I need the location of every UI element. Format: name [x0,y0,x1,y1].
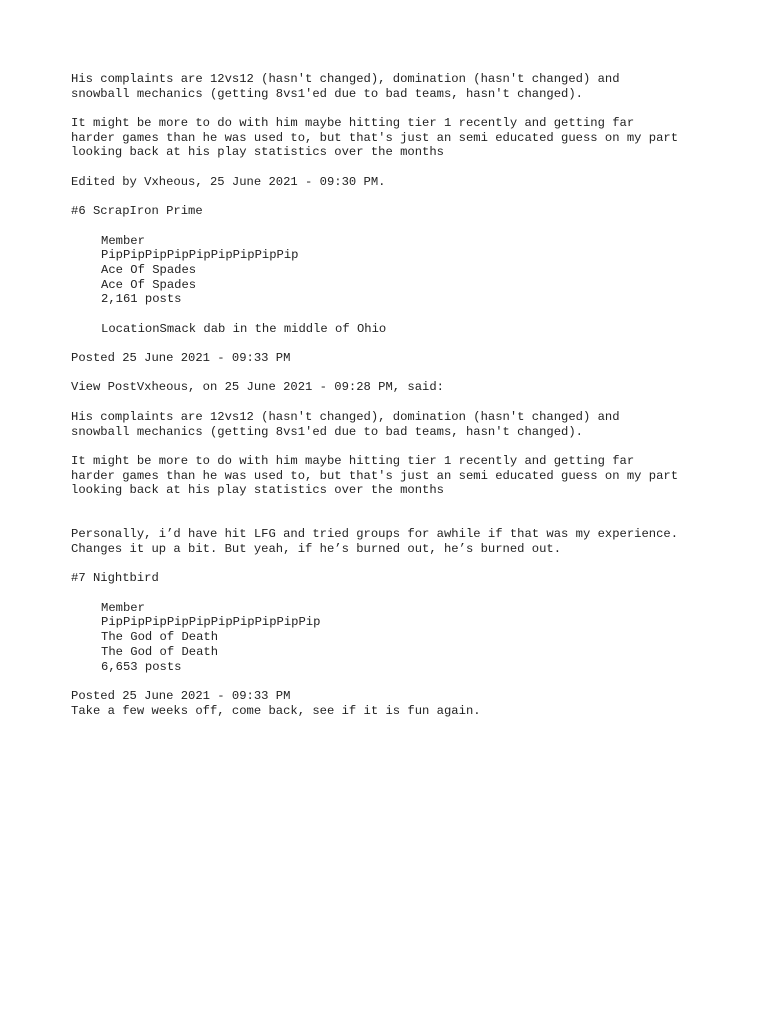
post-count: 6,653 posts [101,659,182,674]
post-6-quote-header[interactable] [71,380,751,395]
text-line: It might be more to do with him maybe hitting tier 1 recently and getting far [71,116,635,131]
post-6-location [71,322,751,337]
post-6-author-profile [71,234,751,307]
post-6-reply [71,527,751,556]
posted-date: Posted 25 June 2021 - 09:33 PM [71,351,291,366]
post-5-edited-note [71,175,751,190]
post-heading: #7 Nightbird [71,571,159,586]
member-group: Member [101,233,145,248]
edited-note: Edited by Vxheous, 25 June 2021 - 09:30 PM. [71,174,386,189]
text-line: looking back at his play statistics over the months [71,483,444,498]
post-count: 2,161 posts [101,292,182,307]
text-line: Personally, i’d have hit LFG and tried groups for awhile if that was my experience. [71,527,679,542]
rank-pips: PipPipPipPipPipPipPipPipPipPip [101,615,321,630]
text-line: Take a few weeks off, come back, see if it is fun again. [71,703,481,718]
text-line: snowball mechanics (getting 8vs1'ed due to bad teams, hasn't changed). [71,424,583,439]
posted-date: Posted 25 June 2021 - 09:33 PM [71,688,291,703]
text-line: Changes it up a bit. But yeah, if he’s burned out, he’s burned out. [71,542,562,557]
post-7-author-profile [71,601,751,674]
post-7-heading [71,571,751,586]
post-7-body [71,704,751,719]
rank-pips: PipPipPipPipPipPipPipPipPip [101,248,299,263]
text-line: His complaints are 12vs12 (hasn't changed), domination (hasn't changed) and [71,72,620,86]
post-5-paragraph-1 [71,72,751,101]
member-title: The God of Death [101,630,219,645]
text-line: His complaints are 12vs12 (hasn't changed), domination (hasn't changed) and [71,409,620,424]
location-text: LocationSmack dab in the middle of Ohio [101,321,387,336]
post-5-paragraph-2 [71,116,751,160]
member-title-2: The God of Death [101,644,219,659]
member-title: Ace Of Spades [101,262,197,277]
text-line: looking back at his play statistics over the months [71,145,444,160]
forum-thread-page [71,72,751,733]
member-group: Member [101,600,145,615]
text-line: snowball mechanics (getting 8vs1'ed due to bad teams, hasn't changed). [71,86,583,101]
post-heading: #6 ScrapIron Prime [71,204,203,219]
text-line: harder games than he was used to, but that's just an semi educated guess on my part [71,130,679,145]
post-6-heading [71,204,751,219]
quote-header-link[interactable]: View PostVxheous, on 25 June 2021 - 09:28 PM, said: [71,380,444,395]
text-line: harder games than he was used to, but that's just an semi educated guess on my part [71,468,679,483]
post-7-posted-date [71,689,751,704]
text-line: It might be more to do with him maybe hitting tier 1 recently and getting far [71,453,635,468]
post-6-posted-date [71,351,751,366]
member-title-2: Ace Of Spades [101,277,197,292]
post-6-quote-paragraph-1 [71,410,751,439]
post-6-quote-paragraph-2 [71,454,751,498]
